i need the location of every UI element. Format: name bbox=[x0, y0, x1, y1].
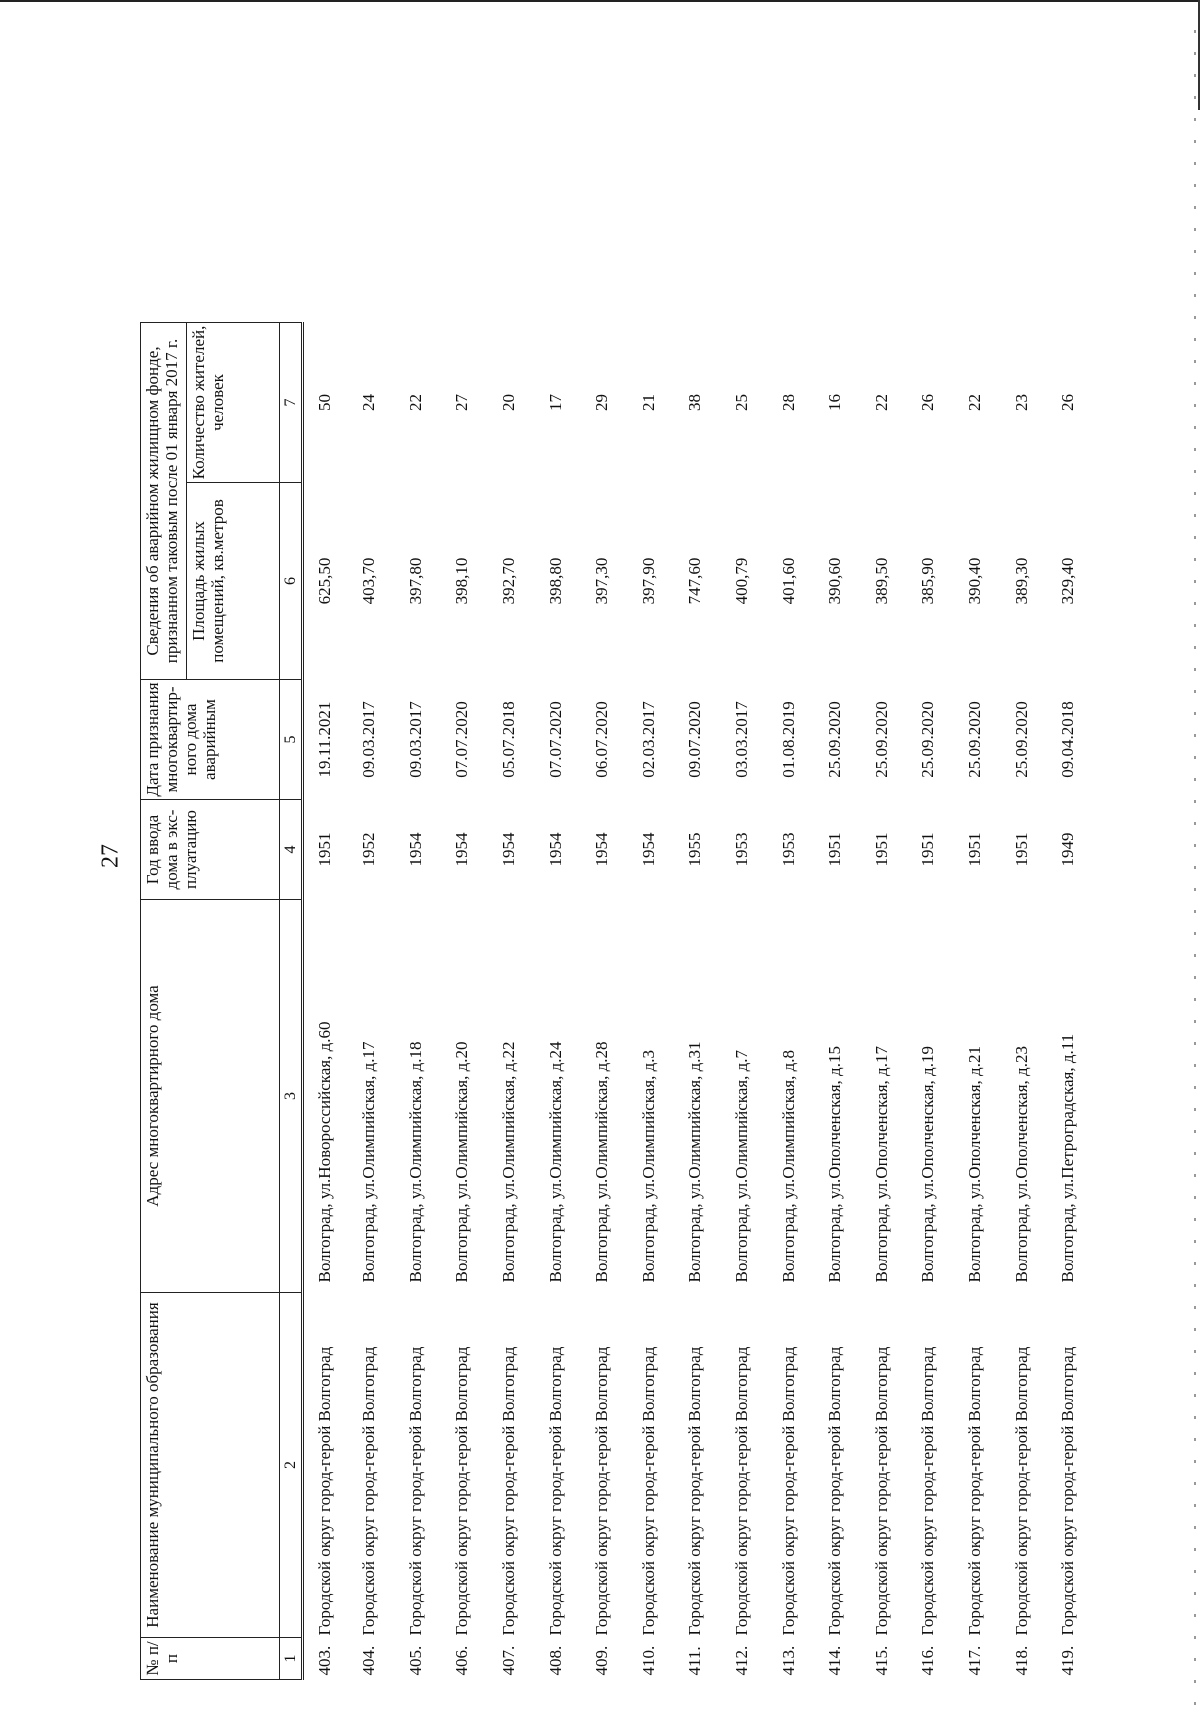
residents-cell: 22 bbox=[405, 394, 425, 411]
table-row bbox=[346, 150, 393, 1680]
year-cell: 1951 bbox=[871, 832, 891, 867]
row-number: 409. bbox=[592, 1645, 612, 1676]
date-cell: 07.07.2020 bbox=[452, 701, 472, 778]
table-row bbox=[812, 150, 859, 1680]
year-cell: 1951 bbox=[315, 832, 334, 867]
area-cell: 389,30 bbox=[1011, 557, 1031, 605]
municipality-cell: Городской округ город-герой Волгоград bbox=[918, 1346, 938, 1636]
residents-cell: 24 bbox=[359, 394, 379, 411]
municipality-cell: Городской округ город-герой Волгоград bbox=[685, 1346, 705, 1636]
date-cell: 03.03.2017 bbox=[732, 701, 752, 778]
address-cell: Волгоград, ул.Ополченская, д.21 bbox=[965, 1046, 985, 1283]
column-number: 3 bbox=[280, 900, 303, 1293]
table-row bbox=[1045, 150, 1092, 1680]
table-row bbox=[998, 150, 1045, 1680]
row-number: 405. bbox=[405, 1645, 425, 1676]
area-cell: 400,79 bbox=[732, 557, 752, 605]
year-cell: 1951 bbox=[1011, 832, 1031, 867]
area-cell: 397,30 bbox=[592, 557, 612, 605]
header-blank bbox=[141, 150, 187, 323]
table-row bbox=[765, 150, 812, 1680]
area-cell: 398,80 bbox=[545, 557, 565, 605]
residents-cell: 16 bbox=[825, 394, 845, 411]
municipality-cell: Городской округ город-герой Волгоград bbox=[359, 1346, 379, 1636]
table-row bbox=[672, 150, 719, 1680]
row-number: 412. bbox=[732, 1645, 752, 1676]
column-number: 6 bbox=[280, 483, 303, 680]
area-cell: 403,70 bbox=[359, 557, 379, 605]
year-cell: 1954 bbox=[545, 832, 565, 867]
municipality-cell: Городской округ город-герой Волгоград bbox=[732, 1346, 752, 1636]
year-cell: 1953 bbox=[778, 832, 798, 867]
row-number: 407. bbox=[499, 1645, 519, 1676]
header-date: Дата признания многоквартир-ного дома аварийным bbox=[141, 680, 280, 800]
address-cell: Волгоград, ул.Олимпийская, д.24 bbox=[545, 1041, 565, 1283]
address-cell: Волгоград, ул.Олимпийская, д.28 bbox=[592, 1041, 612, 1283]
year-cell: 1951 bbox=[965, 832, 985, 867]
column-number: 2 bbox=[280, 1293, 303, 1638]
year-cell: 1951 bbox=[918, 832, 938, 867]
area-cell: 397,80 bbox=[405, 557, 425, 605]
residents-cell: 27 bbox=[452, 394, 472, 411]
scan-border-top bbox=[0, 0, 1200, 2]
area-cell: 390,40 bbox=[965, 557, 985, 605]
table-row bbox=[532, 150, 579, 1680]
municipality-cell: Городской округ город-герой Волгоград bbox=[452, 1346, 472, 1636]
date-cell: 25.09.2020 bbox=[871, 701, 891, 778]
year-cell: 1952 bbox=[359, 832, 379, 867]
address-cell: Волгоград, ул.Ополченская, д.17 bbox=[871, 1046, 891, 1283]
rotated-page bbox=[140, 150, 1140, 1680]
date-cell: 09.03.2017 bbox=[405, 701, 425, 778]
municipality-cell: Городской округ город-герой Волгоград bbox=[405, 1346, 425, 1636]
residents-cell: 17 bbox=[545, 394, 565, 411]
table-row bbox=[579, 150, 626, 1680]
row-number: 418. bbox=[1011, 1645, 1031, 1676]
row-number: 415. bbox=[871, 1645, 891, 1676]
address-cell: Волгоград, ул.Ополченская, д.15 bbox=[825, 1046, 845, 1283]
area-cell: 392,70 bbox=[499, 557, 519, 605]
row-number: 408. bbox=[545, 1645, 565, 1676]
residents-cell: 50 bbox=[315, 394, 334, 411]
column-number: 4 bbox=[280, 800, 303, 900]
row-number: 404. bbox=[359, 1645, 379, 1676]
year-cell: 1954 bbox=[499, 832, 519, 867]
area-cell: 747,60 bbox=[685, 557, 705, 605]
date-cell: 07.07.2020 bbox=[545, 701, 565, 778]
address-cell: Волгоград, ул.Новороссийская, д.60 bbox=[315, 1021, 334, 1283]
residents-cell: 21 bbox=[638, 394, 658, 411]
row-number: 417. bbox=[965, 1645, 985, 1676]
date-cell: 05.07.2018 bbox=[499, 701, 519, 778]
header-address: Адрес многоквартирного дома bbox=[141, 900, 280, 1293]
date-cell: 25.09.2020 bbox=[965, 701, 985, 778]
header-municipality: Наименование муниципального образования bbox=[141, 1293, 280, 1638]
date-cell: 09.03.2017 bbox=[359, 701, 379, 778]
residents-cell: 28 bbox=[778, 394, 798, 411]
year-cell: 1954 bbox=[405, 832, 425, 867]
residents-cell: 22 bbox=[965, 394, 985, 411]
year-cell: 1954 bbox=[592, 832, 612, 867]
address-cell: Волгоград, ул.Ополченская, д.23 bbox=[1011, 1046, 1031, 1283]
address-cell: Волгоград, ул.Олимпийская, д.8 bbox=[778, 1049, 798, 1283]
year-cell: 1954 bbox=[638, 832, 658, 867]
table-row bbox=[719, 150, 766, 1680]
address-cell: Волгоград, ул.Олимпийская, д.20 bbox=[452, 1041, 472, 1283]
address-cell: Волгоград, ул.Петроградская, д.11 bbox=[1058, 1033, 1078, 1283]
header-residents: Количество жителей, человек bbox=[187, 323, 280, 483]
table-row bbox=[905, 150, 952, 1680]
residents-cell: 23 bbox=[1011, 394, 1031, 411]
address-cell: Волгоград, ул.Олимпийская, д.18 bbox=[405, 1041, 425, 1283]
area-cell: 625,50 bbox=[315, 557, 334, 605]
header-group-emergency-fund: Сведения об аварийном жилищном фонде, признанном таковым после 01 января 2017 г. bbox=[141, 323, 187, 680]
scan-edge-marks bbox=[1194, 30, 1196, 1716]
area-cell: 329,40 bbox=[1058, 557, 1078, 605]
address-cell: Волгоград, ул.Олимпийская, д.7 bbox=[732, 1049, 752, 1283]
header-year: Год ввода дома в экс-плуатацию bbox=[141, 800, 280, 900]
row-number: 410. bbox=[638, 1645, 658, 1676]
municipality-cell: Городской округ город-герой Волгоград bbox=[638, 1346, 658, 1636]
header-number: № п/п bbox=[141, 1638, 280, 1680]
date-cell: 01.08.2019 bbox=[778, 701, 798, 778]
row-number: 403. bbox=[315, 1645, 334, 1676]
date-cell: 25.09.2020 bbox=[1011, 701, 1031, 778]
date-cell: 09.07.2020 bbox=[685, 701, 705, 778]
municipality-cell: Городской округ город-герой Волгоград bbox=[1058, 1346, 1078, 1636]
residents-cell: 29 bbox=[592, 394, 612, 411]
row-number: 414. bbox=[825, 1645, 845, 1676]
date-cell: 02.03.2017 bbox=[638, 701, 658, 778]
row-number: 413. bbox=[778, 1645, 798, 1676]
address-cell: Волгоград, ул.Олимпийская, д.17 bbox=[359, 1041, 379, 1283]
residents-cell: 26 bbox=[1058, 394, 1078, 411]
municipality-cell: Городской округ город-герой Волгоград bbox=[825, 1346, 845, 1636]
municipality-cell: Городской округ город-герой Волгоград bbox=[871, 1346, 891, 1636]
table-row bbox=[952, 150, 999, 1680]
area-cell: 397,90 bbox=[638, 557, 658, 605]
address-cell: Волгоград, ул.Олимпийская, д.3 bbox=[638, 1049, 658, 1283]
municipality-cell: Городской округ город-герой Волгоград bbox=[592, 1346, 612, 1636]
residents-cell: 26 bbox=[918, 394, 938, 411]
municipality-cell: Городской округ город-герой Волгоград bbox=[315, 1346, 334, 1636]
date-cell: 25.09.2020 bbox=[825, 701, 845, 778]
area-cell: 401,60 bbox=[778, 557, 798, 605]
emergency-housing-table bbox=[140, 149, 1092, 1680]
page-number: 27 bbox=[97, 844, 124, 868]
residents-cell: 38 bbox=[685, 394, 705, 411]
address-cell: Волгоград, ул.Ополченская, д.19 bbox=[918, 1046, 938, 1283]
municipality-cell: Городской округ город-герой Волгоград bbox=[778, 1346, 798, 1636]
table-row bbox=[626, 150, 673, 1680]
date-cell: 06.07.2020 bbox=[592, 701, 612, 778]
table-row bbox=[859, 150, 906, 1680]
year-cell: 1955 bbox=[685, 832, 705, 867]
column-number: 1 bbox=[280, 1638, 303, 1680]
year-cell: 1949 bbox=[1058, 832, 1078, 867]
table-row bbox=[439, 150, 486, 1680]
date-cell: 25.09.2020 bbox=[918, 701, 938, 778]
municipality-cell: Городской округ город-герой Волгоград bbox=[545, 1346, 565, 1636]
municipality-cell: Городской округ город-герой Волгоград bbox=[499, 1346, 519, 1636]
row-number: 406. bbox=[452, 1645, 472, 1676]
row-number: 411. bbox=[685, 1646, 705, 1676]
area-cell: 390,60 bbox=[825, 557, 845, 605]
address-cell: Волгоград, ул.Олимпийская, д.31 bbox=[685, 1041, 705, 1283]
table-row bbox=[393, 150, 440, 1680]
year-cell: 1953 bbox=[732, 832, 752, 867]
residents-cell: 20 bbox=[499, 394, 519, 411]
row-number: 416. bbox=[918, 1645, 938, 1676]
header-area: Площадь жилых помещений, кв.метров bbox=[187, 483, 280, 680]
area-cell: 398,10 bbox=[452, 557, 472, 605]
year-cell: 1951 bbox=[825, 832, 845, 867]
area-cell: 389,50 bbox=[871, 557, 891, 605]
area-cell: 385,90 bbox=[918, 557, 938, 605]
table-row bbox=[303, 150, 347, 1680]
column-number: 7 bbox=[280, 323, 303, 483]
residents-cell: 25 bbox=[732, 394, 752, 411]
row-number: 419. bbox=[1058, 1645, 1078, 1676]
column-number: 5 bbox=[280, 680, 303, 800]
municipality-cell: Городской округ город-герой Волгоград bbox=[1011, 1346, 1031, 1636]
address-cell: Волгоград, ул.Олимпийская, д.22 bbox=[499, 1041, 519, 1283]
municipality-cell: Городской округ город-герой Волгоград bbox=[965, 1346, 985, 1636]
date-cell: 09.04.2018 bbox=[1058, 701, 1078, 778]
year-cell: 1954 bbox=[452, 832, 472, 867]
table-row bbox=[486, 150, 533, 1680]
residents-cell: 22 bbox=[871, 394, 891, 411]
date-cell: 19.11.2021 bbox=[315, 701, 334, 778]
